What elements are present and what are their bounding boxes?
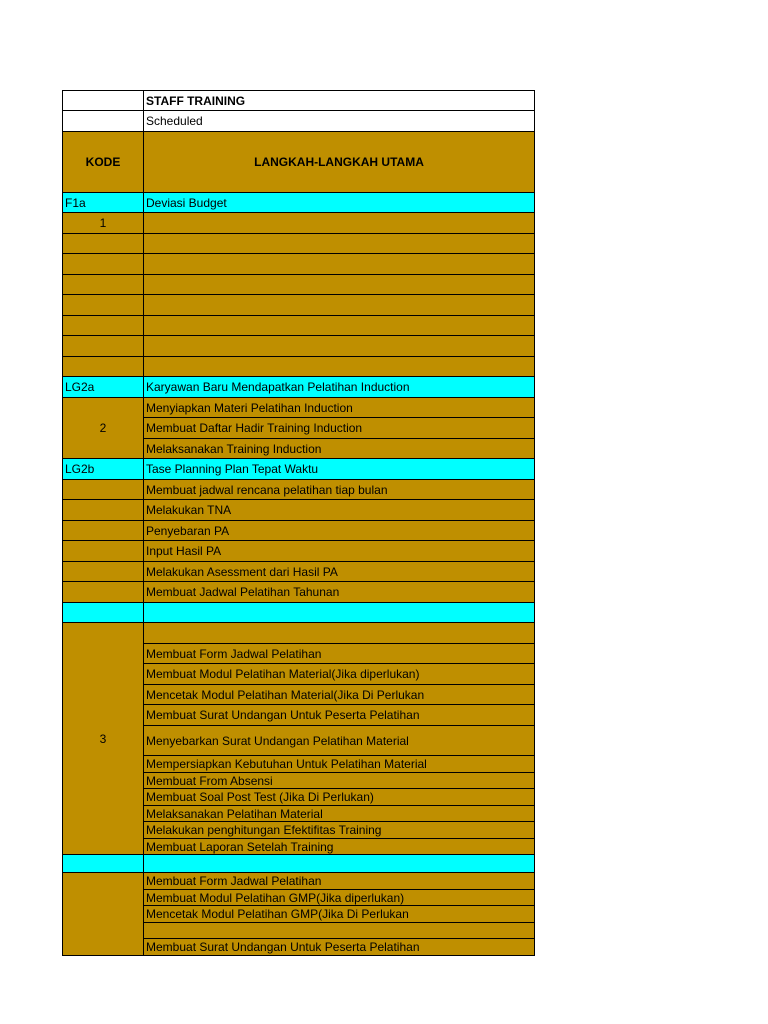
step-item[interactable]: Membuat Form Jadwal Pelatihan <box>144 644 535 664</box>
step-item[interactable]: Melakukan TNA <box>144 500 535 521</box>
step-item[interactable]: Membuat Surat Undangan Untuk Peserta Pelatihan <box>144 705 535 726</box>
cell-blank[interactable] <box>63 111 144 132</box>
step-item[interactable]: Membuat Soal Post Test (Jika Di Perlukan) <box>144 789 535 806</box>
section-title-lg2a[interactable]: Karyawan Baru Mendapatkan Pelatihan Induction <box>144 377 535 398</box>
training-sheet <box>62 90 535 956</box>
sheet-title[interactable]: STAFF TRAINING <box>144 91 535 111</box>
cell-blank[interactable] <box>144 923 535 939</box>
step-item[interactable]: Mencetak Modul Pelatihan Material(Jika Di Perlukan <box>144 685 535 705</box>
cell-blank[interactable] <box>63 295 144 316</box>
step-item[interactable]: Penyebaran PA <box>144 521 535 541</box>
cell-blank[interactable] <box>63 254 144 275</box>
cell-blank[interactable] <box>144 316 535 336</box>
cell-blank[interactable] <box>63 873 144 956</box>
cell-blank[interactable] <box>63 500 144 521</box>
step-item[interactable]: Melakukan Asessment dari Hasil PA <box>144 562 535 582</box>
step-item[interactable]: Membuat Laporan Setelah Training <box>144 839 535 855</box>
step-item[interactable]: Membuat From Absensi <box>144 773 535 789</box>
cell-blank[interactable] <box>63 521 144 541</box>
cell-blank[interactable] <box>144 336 535 357</box>
header-kode[interactable]: KODE <box>63 132 144 193</box>
cell-blank[interactable] <box>144 623 535 644</box>
step-item[interactable]: Melaksanakan Training Induction <box>144 439 535 459</box>
step-item[interactable]: Membuat Jadwal Pelatihan Tahunan <box>144 582 535 603</box>
step-item[interactable]: Melaksanakan Pelatihan Material <box>144 806 535 822</box>
cell-blank[interactable] <box>144 275 535 295</box>
cell-blank[interactable] <box>63 234 144 254</box>
step-item[interactable]: Membuat jadwal rencana pelatihan tiap bulan <box>144 480 535 500</box>
step-item[interactable]: Menyebarkan Surat Undangan Pelatihan Material <box>144 726 535 756</box>
step-item[interactable]: Membuat Daftar Hadir Training Induction <box>144 418 535 439</box>
sheet-subtitle[interactable]: Scheduled <box>144 111 535 132</box>
cell-blank[interactable] <box>63 603 144 623</box>
cell-blank[interactable] <box>144 855 535 873</box>
cell-blank[interactable] <box>144 254 535 275</box>
cell-blank[interactable] <box>144 357 535 377</box>
step-item[interactable]: Membuat Modul Pelatihan Material(Jika diperlukan) <box>144 664 535 685</box>
cell-blank[interactable] <box>63 336 144 357</box>
section-code-lg2b[interactable]: LG2b <box>63 459 144 480</box>
cell-blank[interactable] <box>63 357 144 377</box>
step-item[interactable]: Mencetak Modul Pelatihan GMP(Jika Di Perlukan <box>144 906 535 923</box>
step-item[interactable]: Melakukan penghitungan Efektifitas Training <box>144 822 535 839</box>
cell-blank[interactable] <box>63 316 144 336</box>
section-code-lg2a[interactable]: LG2a <box>63 377 144 398</box>
cell-blank[interactable] <box>63 541 144 562</box>
header-langkah[interactable]: LANGKAH-LANGKAH UTAMA <box>144 132 535 193</box>
cell-blank[interactable] <box>63 582 144 603</box>
section-number-2[interactable]: 2 <box>63 398 144 459</box>
step-item[interactable]: Membuat Form Jadwal Pelatihan <box>144 873 535 890</box>
cell-blank[interactable] <box>63 562 144 582</box>
cell-blank[interactable] <box>144 234 535 254</box>
step-item[interactable]: Input Hasil PA <box>144 541 535 562</box>
section-title-f1a[interactable]: Deviasi Budget <box>144 193 535 213</box>
cell-blank[interactable] <box>144 295 535 316</box>
step-item[interactable]: Membuat Surat Undangan Untuk Peserta Pelatihan <box>144 939 535 956</box>
cell-blank[interactable] <box>63 855 144 873</box>
cell-blank[interactable] <box>144 213 535 234</box>
section-title-lg2b[interactable]: Tase Planning Plan Tepat Waktu <box>144 459 535 480</box>
step-item[interactable]: Membuat Modul Pelatihan GMP(Jika diperlukan) <box>144 890 535 906</box>
step-item[interactable]: Mempersiapkan Kebutuhan Untuk Pelatihan Material <box>144 756 535 773</box>
step-item[interactable]: Menyiapkan Materi Pelatihan Induction <box>144 398 535 418</box>
section-code-f1a[interactable]: F1a <box>63 193 144 213</box>
cell-blank[interactable] <box>63 480 144 500</box>
section-number-3[interactable]: 3 <box>63 623 144 855</box>
section-number-1[interactable]: 1 <box>63 213 144 234</box>
cell-blank[interactable] <box>63 91 144 111</box>
cell-blank[interactable] <box>144 603 535 623</box>
cell-blank[interactable] <box>63 275 144 295</box>
